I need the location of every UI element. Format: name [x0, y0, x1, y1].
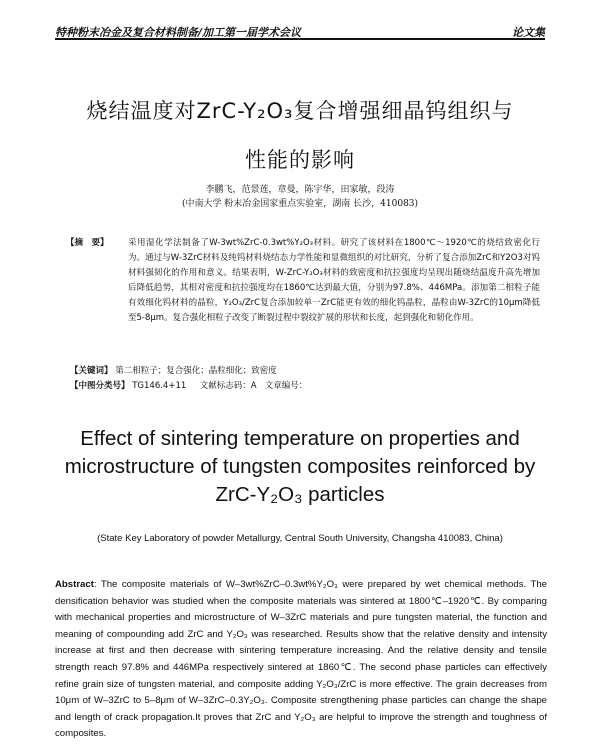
conference-name: 特种粉末冶金及复合材料制备/加工第一届学术会议: [55, 26, 302, 39]
cn-abstract-label: 【摘 要】: [66, 238, 109, 248]
cn-authors: 李鹏飞，范景莲，章曼，陈宇华，田家敏，段涛: [205, 185, 395, 195]
keywords-label: 【关键词】: [70, 366, 113, 376]
section-name: 论文集: [512, 26, 545, 39]
article-no: 文章编号：: [264, 381, 308, 391]
cn-title-line2: 性能的影响: [245, 148, 355, 172]
classification-code: TG146.4+11: [132, 381, 187, 391]
cn-title-line1: 烧结温度对ZrC-Y₂O₃复合增强细晶钨组织与: [86, 99, 514, 123]
keywords: [70, 364, 277, 376]
en-title: [40, 425, 560, 509]
cn-abstract-text: 采用湿化学法制备了W-3wt%ZrC-0.3wt%Y₂O₃材料。研究了该材料在1800℃～1920℃的烧结致密化行为。通过与W-3ZrC材料及纯钨材料烧结态力学性能和显微组织的对比研究，分析了复合添加ZrC和Y2O3对钨材料强韧化的作用和意义。结果表明，W-ZrC-Y₂O₃材料的致密度和抗拉强度均呈现出随烧结温度升高先增加后降低趋势，其相对密度和抗拉强度均在1860℃达到最大值，分别为97.8%、446MPa。添加第二相粒子能有效细化钨材料的晶粒，Y₂O₃/ZrC复合添加较单一ZrC能更有效的细化钨晶粒，晶粒由W-3ZrC的10μm降低至5-8μm。复合强化相粒子改变了断裂过程中裂纹扩展的形状和长度，起到强化和韧化作用。: [128, 238, 540, 323]
cn-abstract: [66, 236, 540, 326]
running-header: [55, 24, 545, 40]
doc-code: 文献标志码：A: [199, 381, 257, 391]
en-abstract-text: : The composite materials of W–3wt%ZrC–0.3wt%Y₂O₃ were prepared by wet chemical methods. The densification behavior was studied when the composite materials was sintered at 1800℃–1920℃. By comparing with mechanical properties and microstructure of W–3ZrC materials and pure tungsten material, the function and meaning of compounding add ZrC and Y₂O₃ was researched. Results show that the relative density and intensity increase at first and then decrease with sintering temperature increasing. And the relative density and tensile strength reach 97.8% and 446MPa respectively sintered at 1860℃. The second phase particles can effectively refine grain size of tungsten material, and composite adding Y₂O₃/ZrC is more effective. The grain decreases from 10μm of W–3ZrC to 5–8μm of W–3ZrC–0.3Y₂O₃. Composite strengthening phase particles can change the shape and length of crack propagation.It proves that ZrC and Y₂O₃ are helpful to improve the strength and toughness of composites.: [55, 579, 547, 740]
en-abstract: [55, 577, 547, 743]
en-title-line1: Effect of sintering temperature on properties and: [80, 427, 520, 450]
cn-affiliation: (中南大学 粉末冶金国家重点实验室，湖南 长沙，410083): [181, 199, 419, 209]
en-title-line3: ZrC-Y₂O₃ particles: [215, 483, 385, 506]
classification-label: 【中图分类号】: [70, 381, 130, 391]
en-abstract-label: Abstract: [55, 579, 94, 590]
en-title-line2: microstructure of tungsten composites reinforced by: [64, 455, 536, 478]
classification: [70, 379, 307, 391]
keywords-text: 第二相粒子；复合强化；晶粒细化；致密度: [115, 366, 277, 376]
en-affiliation: (State Key Laboratory of powder Metallurgy, Central South University, Changsha 410083, China): [97, 533, 503, 544]
